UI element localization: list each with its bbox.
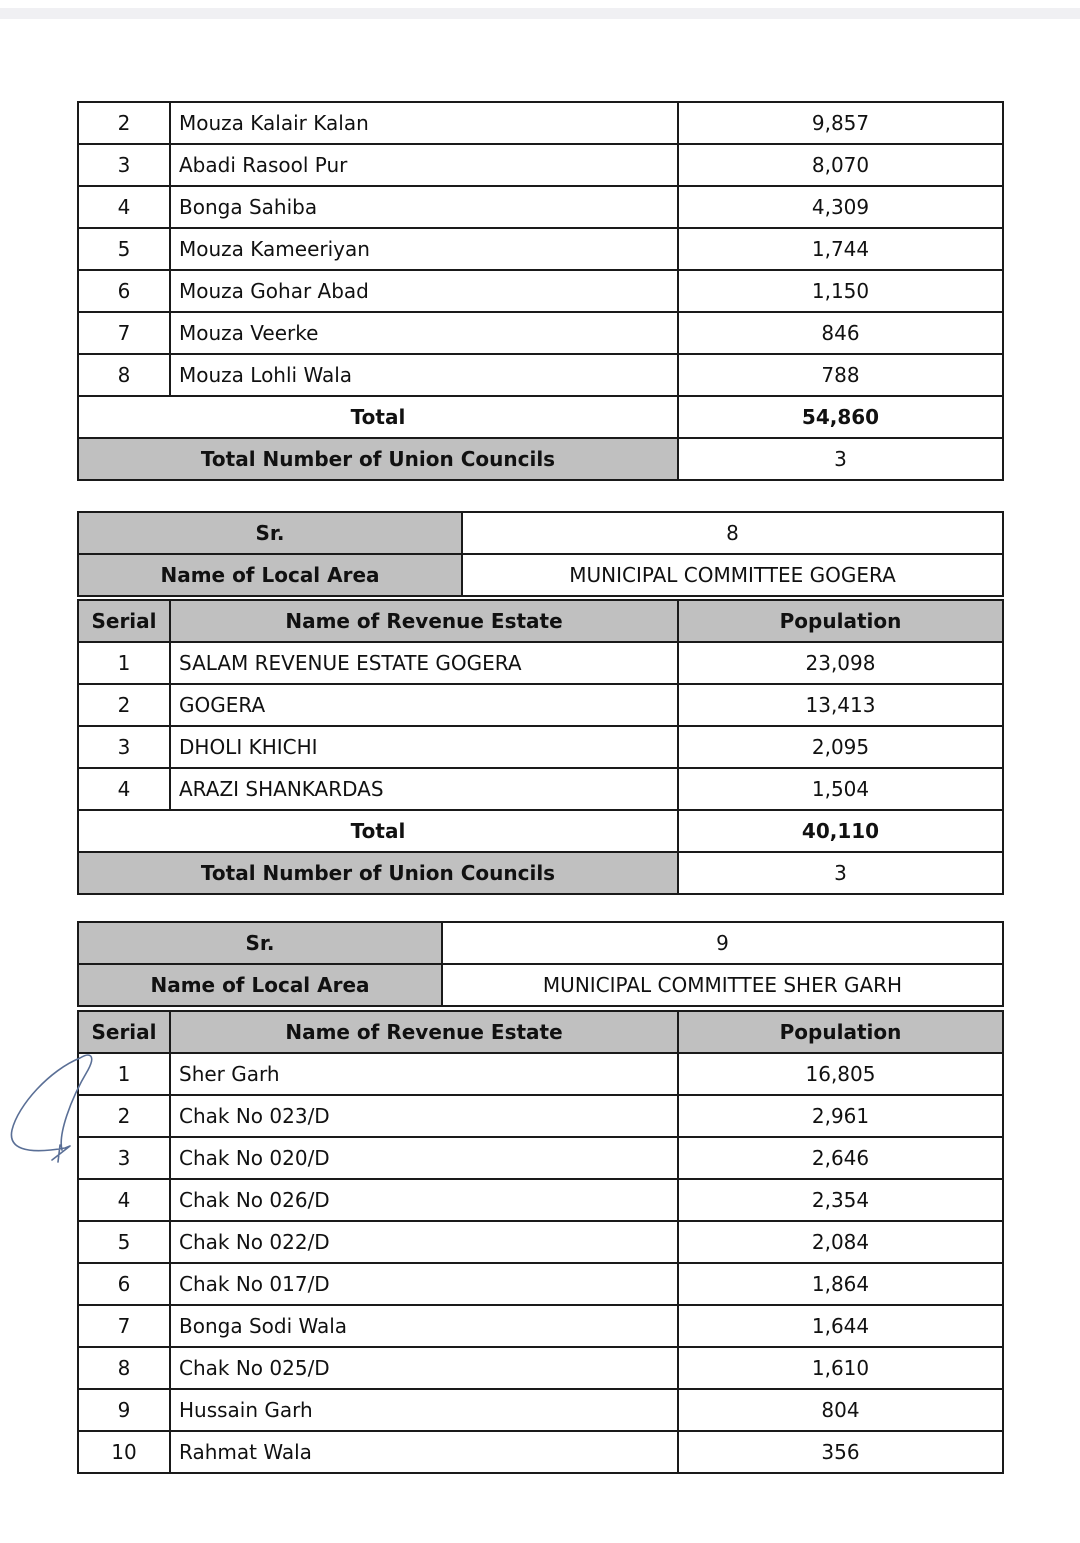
serial-cell: 4 [78,768,170,810]
table-row [78,1347,1003,1389]
serial-cell: 5 [78,228,170,270]
sr-label: Sr. [78,512,462,554]
serial-cell: 1 [78,642,170,684]
table-row [78,1305,1003,1347]
population-cell: 2,084 [678,1221,1003,1263]
sr-row [78,512,1003,554]
population-cell: 9,857 [678,102,1003,144]
population-cell: 2,646 [678,1137,1003,1179]
population-cell: 13,413 [678,684,1003,726]
table-row [78,354,1003,396]
estate-name-cell: ARAZI SHANKARDAS [170,768,678,810]
estate-name-cell: Rahmat Wala [170,1431,678,1473]
estate-name-cell: Mouza Lohli Wala [170,354,678,396]
local-area-row [78,554,1003,596]
table-row [78,186,1003,228]
estate-name-cell: Chak No 023/D [170,1095,678,1137]
table-row [78,1431,1003,1473]
population-cell: 1,744 [678,228,1003,270]
table-row [78,270,1003,312]
table-row [78,1263,1003,1305]
table-row [78,1095,1003,1137]
area-info-table-sher-garh [77,921,1004,1007]
table-row [78,102,1003,144]
population-cell: 804 [678,1389,1003,1431]
population-header: Population [678,1011,1003,1053]
table-row [78,228,1003,270]
population-cell: 846 [678,312,1003,354]
local-area-label: Name of Local Area [78,554,462,596]
total-label: Total [78,396,678,438]
estate-name-cell: GOGERA [170,684,678,726]
population-cell: 23,098 [678,642,1003,684]
table-row [78,1179,1003,1221]
serial-cell: 3 [78,144,170,186]
estate-name-cell: Mouza Veerke [170,312,678,354]
estate-name-cell: DHOLI KHICHI [170,726,678,768]
estate-name-header: Name of Revenue Estate [170,1011,678,1053]
population-cell: 4,309 [678,186,1003,228]
population-cell: 16,805 [678,1053,1003,1095]
population-cell: 788 [678,354,1003,396]
estate-name-cell: Chak No 020/D [170,1137,678,1179]
serial-header: Serial [78,1011,170,1053]
table-row [78,642,1003,684]
population-cell: 1,150 [678,270,1003,312]
population-cell: 2,961 [678,1095,1003,1137]
table-sher-garh [77,1010,1004,1474]
union-councils-row [78,852,1003,894]
table-row [78,312,1003,354]
local-area-row [78,964,1003,1006]
serial-cell: 3 [78,726,170,768]
estate-name-cell: Abadi Rasool Pur [170,144,678,186]
serial-cell: 9 [78,1389,170,1431]
estate-name-cell: Chak No 017/D [170,1263,678,1305]
population-cell: 2,354 [678,1179,1003,1221]
estate-name-cell: Chak No 026/D [170,1179,678,1221]
serial-cell: 8 [78,1347,170,1389]
sr-row [78,922,1003,964]
table-row [78,1221,1003,1263]
serial-cell: 2 [78,684,170,726]
total-label: Total [78,810,678,852]
table-gogera [77,599,1004,895]
table-row [78,1137,1003,1179]
estate-name-cell: Chak No 025/D [170,1347,678,1389]
serial-cell: 4 [78,186,170,228]
total-value: 40,110 [678,810,1003,852]
local-area-value: MUNICIPAL COMMITTEE GOGERA [462,554,1003,596]
table-row [78,1053,1003,1095]
union-councils-row [78,438,1003,480]
population-cell: 2,095 [678,726,1003,768]
estate-name-cell: Mouza Kalair Kalan [170,102,678,144]
union-councils-value: 3 [678,438,1003,480]
total-row [78,396,1003,438]
estate-name-cell: Mouza Gohar Abad [170,270,678,312]
table-row [78,144,1003,186]
estate-name-cell: Sher Garh [170,1053,678,1095]
population-cell: 8,070 [678,144,1003,186]
serial-header: Serial [78,600,170,642]
estate-name-cell: Bonga Sahiba [170,186,678,228]
estate-name-cell: Chak No 022/D [170,1221,678,1263]
serial-cell: 6 [78,1263,170,1305]
estate-name-cell: Hussain Garh [170,1389,678,1431]
population-header: Population [678,600,1003,642]
population-cell: 1,644 [678,1305,1003,1347]
population-cell: 1,864 [678,1263,1003,1305]
local-area-label: Name of Local Area [78,964,442,1006]
serial-cell: 1 [78,1053,170,1095]
union-councils-value: 3 [678,852,1003,894]
table-row [78,1389,1003,1431]
population-cell: 1,610 [678,1347,1003,1389]
serial-cell: 5 [78,1221,170,1263]
table-row [78,684,1003,726]
area-info-table-gogera [77,511,1004,597]
estate-name-cell: SALAM REVENUE ESTATE GOGERA [170,642,678,684]
top-band [0,8,1080,19]
estate-name-cell: Bonga Sodi Wala [170,1305,678,1347]
serial-cell: 2 [78,1095,170,1137]
table-previous-area [77,101,1004,481]
header-row [78,1011,1003,1053]
serial-cell: 6 [78,270,170,312]
union-councils-label: Total Number of Union Councils [78,438,678,480]
union-councils-label: Total Number of Union Councils [78,852,678,894]
total-value: 54,860 [678,396,1003,438]
estate-name-cell: Mouza Kameeriyan [170,228,678,270]
table-row [78,768,1003,810]
serial-cell: 7 [78,1305,170,1347]
serial-cell: 10 [78,1431,170,1473]
estate-name-header: Name of Revenue Estate [170,600,678,642]
header-row [78,600,1003,642]
serial-cell: 3 [78,1137,170,1179]
serial-cell: 4 [78,1179,170,1221]
serial-cell: 8 [78,354,170,396]
total-row [78,810,1003,852]
serial-cell: 7 [78,312,170,354]
table-row [78,726,1003,768]
sr-value: 8 [462,512,1003,554]
local-area-value: MUNICIPAL COMMITTEE SHER GARH [442,964,1003,1006]
sr-value: 9 [442,922,1003,964]
population-cell: 1,504 [678,768,1003,810]
population-cell: 356 [678,1431,1003,1473]
sr-label: Sr. [78,922,442,964]
serial-cell: 2 [78,102,170,144]
